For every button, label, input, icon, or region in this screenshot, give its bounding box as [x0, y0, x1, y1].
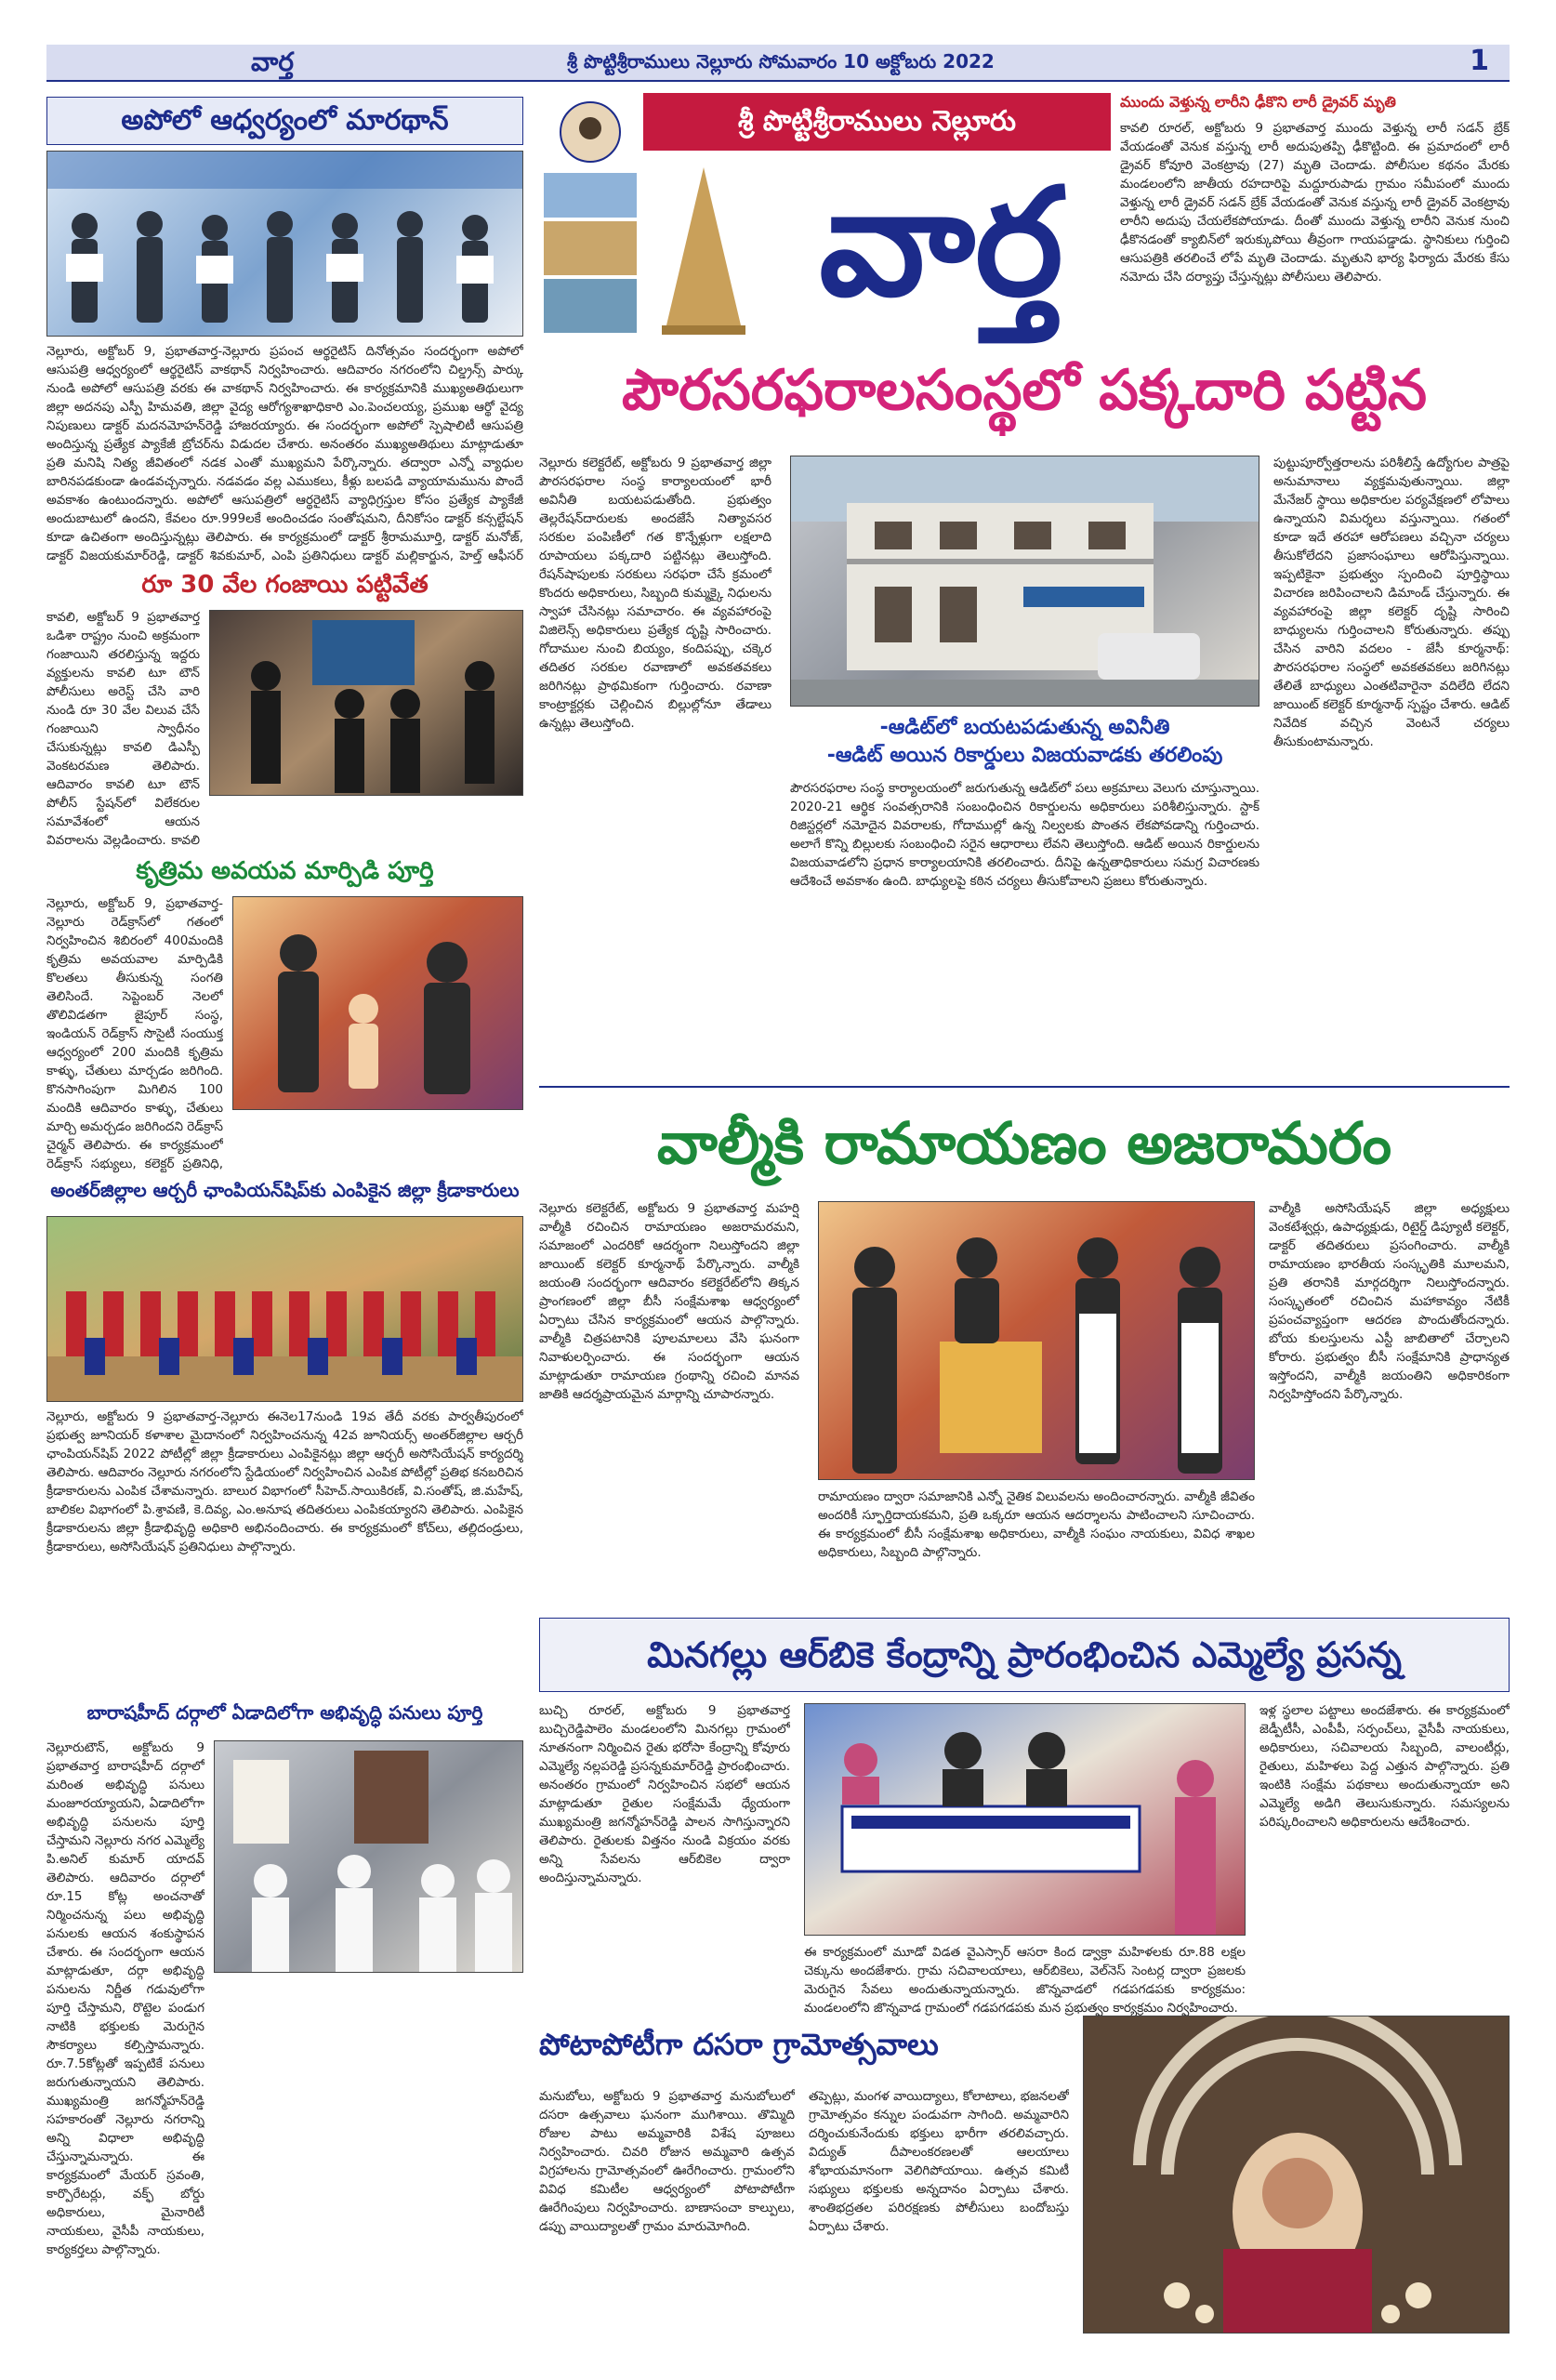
limbs-body: నెల్లూరు, అక్టోబర్ 9, ప్రభాతవార్త-నెల్లూరు రెడ్‌క్రాస్‌లో గతంలో నిర్వహించిన శిబిరంలో 400మందికి కృత్రిమ అవయవాల మార్పిడికి కొలతలు తీసుకున్న సంగతి తెలిసిందే. సెప్టెంబర్ నెలలో తొలివిడతగా జైపూర్ సంస్థ, ఇండియన్ రెడ్‌క్రాస్ సొసైటీ సంయుక్త ఆధ్వర్యంలో 200 మందికి కృత్రిమ కాళ్ళు, చేతులు మార్చడం జరిగింది. కొనసాగింపుగా మిగిలిన 100 మందికి ఆదివారం కాళ్ళు, చేతులు మార్చి అమర్చడం జరిగిందని రెడ్‌క్రాస్ చైర్మన్ తెలిపారు. ఈ కార్యక్రమంలో రెడ్‌క్రాస్ సభ్యులు, కలెక్టర్ ప్రతినిధి,: [46, 896, 223, 1171]
top-bar: [46, 45, 1510, 82]
lead-photo: [790, 456, 1259, 707]
ganja-photo: [209, 610, 523, 796]
marathon-photo: [46, 151, 523, 337]
lorry-body: కావలి రూరల్, అక్టోబరు 9 ప్రభాతవార్త ముందు వెళ్తున్న లారీ సడన్ బ్రేక్ వేయడంతో వెనుక వస్తున్న లారీ అదుపుతప్పి ఢీకొట్టింది. ఈ ప్రమాదంలో లారీ డ్రైవర్ కోవూరి వెంకట్రావు (27) మృతి చెందాడు. పోలీసుల కథనం మేరకు మండలంలోని జాతీయ రహదారిపై మద్దూరుపాడు గ్రామం సమీపంలో ముందు వెళ్తున్న లారీ డ్రైవర్ సడన్ బ్రేక్ వేయడంతో వెనుక వస్తున్న లారీ డ్రైవర్ వెంకట్రావు లారీని అదుపు చేయలేకపోయాడు. దీంతో ముందు వెళ్తున్న లారీని వెనుక నుంచి ఢీకొనడంతో క్యాబిన్‌లో ఇరుక్కుపోయి తీవ్రంగా గాయపడ్డాడు. స్థానికులు గుర్తించి ఆసుపత్రికి తరలించే లోపే మృతి చెందాడు. మృతుని భార్య ఫిర్యాదు మేరకు కేసు నమోదు చేసి దర్యాప్తు చేస్తున్నట్లు పోలీసులు తెలిపారు.: [1120, 121, 1510, 284]
dargah-photo: [214, 1740, 523, 1973]
dasara-headline-box: [539, 2027, 1069, 2082]
marathon-body: నెల్లూరు, అక్టోబర్ 9, ప్రభాతవార్త-నెల్లూరు ప్రపంచ ఆర్థరైటిస్ దినోత్సవం సందర్భంగా అపోలో ఆసుపత్రి ఆధ్వర్యంలో ఆర్థరైటిస్ వాకథాన్ నిర్వహించారు. ఆదివారం నగరంలోని చిల్డ్రన్స్ పార్కు నుండి అపోలో ఆసుపత్రి వరకు ఈ వాకథాన్ నిర్వహించారు. ఈ కార్యక్రమానికి ముఖ్యఅతిథులుగా జిల్లా అదనపు ఎస్పీ హిమవతి, జిల్లా వైద్య ఆరోగ్యశాఖాధికారి ఎం.పెంచలయ్య, ప్రముఖ ఆర్థో వైద్య నిపుణులు డాక్టర్ మదనమోహన్‌రెడ్డి హాజరయ్యారు. ఈ సందర్భంగా అపోలో స్పెషాలిటీ ఆసుపత్రి అందిస్తున్న ప్రత్యేక ప్యాకేజీ బ్రోచర్‌ను విడుదల చేశారు. అనంతరం ముఖ్యఅతిథులు మాట్లాడుతూ ప్రతి మనిషి నిత్య జీవితంలో నడక ఎంతో ముఖ్యమని పేర్కొన్నారు. తద్వారా ఎన్నో వ్యాధుల బారినపడకుండా ఉండవచ్చన్నారు. నడవడం వల్ల ఎముకలు, కీళ్లు బలపడి వ్యాయామమును పొందే అవకాశం ఉంటుందన్నారు. అపోలో ఆసుపత్రిలో ఆర్థరైటిస్ వ్యాధిగ్రస్తుల కోసం ప్రత్యేక ప్యాకేజీ అందుబాటులో ఉందని, కేవలం రూ.999లకే అందించడం సంతోషమని, దీనికోసం డాక్టర్ కన్సల్టేషన్ కూడా ఉచితంగా అందిస్తున్నట్లు తెలిపారు. ఈ కార్యక్రమంలో డాక్టర్ శ్రీరామమూర్తి, డాక్టర్ మనోజ్, డాక్టర్ విజయకుమార్‌రెడ్డి, డాక్టర్ శివకుమార్, ఎంపి ప్రతినిధులు డాక్టర్ మల్లికార్జున, హెల్త్ ఆఫీసర్: [46, 344, 523, 563]
valmiki-headline: వాల్మీకి రామాయణం అజరామరం: [656, 1109, 1392, 1177]
valmiki-col3: వాల్మీకి అసోసియేషన్ జిల్లా అధ్యక్షులు వెంకటేశ్వర్లు, ఉపాధ్యక్షుడు, రిటైర్డ్ డిప్యూటీ కలెక్టర్, డాక్టర్ తదితరులు ప్రసంగించారు. వాల్మీకి రామాయణం భారతీయ సంస్కృతికి మూలమని, ప్రతి తరానికి మార్గదర్శిగా నిలుస్తోందన్నారు. సంస్కృతంలో రచించిన మహాకావ్యం నేటికీ ప్రపంచవ్యాప్తంగా ఆదరణ పొందుతోందన్నారు. బోయ కులస్తులను ఎస్టీ జాబితాలో చేర్చాలని కోరారు. ప్రభుత్వం బీసీ సంక్షేమానికి ప్రాధాన్యత ఇస్తోందని, వాల్మీకి జయంతిని అధికారికంగా నిర్వహిస్తోందని పేర్కొన్నారు.: [1269, 1201, 1510, 1402]
rbk-col3: ఇళ్ల స్థలాల పట్టాలు అందజేశారు. ఈ కార్యక్రమంలో జెడ్పీటీసీ, ఎంపీపీ, సర్పంచ్‌లు, వైసీపీ నాయకులు, అధికారులు, సచివాలయ సిబ్బంది, వాలంటీర్లు, రైతులు, మహిళలు పెద్ద ఎత్తున పాల్గొన్నారు. ప్రతి ఇంటికి సంక్షేమ పథకాలు అందుతున్నాయా అని ఎమ్మెల్యే అడిగి తెలుసుకున్నారు. సమస్యలను పరిష్కరించాలని అధికారులను ఆదేశించారు.: [1259, 1703, 1510, 1830]
marathon-headline-box: [46, 97, 523, 145]
masthead: [539, 93, 1111, 335]
lead-headline: పౌరసరఫరాలసంస్థలో పక్కదారి పట్టిన: [622, 358, 1427, 423]
ganja-headline-box: [46, 571, 523, 604]
limbs-headline-box: [46, 857, 523, 891]
dasara-goddess-photo: [1083, 2016, 1510, 2334]
divider: [539, 1086, 1510, 1088]
limbs-photo: [232, 896, 523, 1110]
valmiki-photo: [818, 1201, 1255, 1480]
rbk-col2: ఈ కార్యక్రమంలో మూడో విడత వైఎస్సార్ ఆసరా కింద డ్వాక్రా మహిళలకు రూ.88 లక్షల చెక్కును అందజేశారు. గ్రామ సచివాలయాలు, ఆర్‌బికెలు, వెల్‌నెస్ సెంటర్ల ద్వారా ప్రజలకు మెరుగైన సేవలు అందుతున్నాయన్నారు. జొన్నవాడలో గడపగడపకు కార్యక్రమం: మండలంలోని జొన్నవాడ గ్రామంలో గడపగడపకు మన ప్రభుత్వం కార్యక్రమం నిర్వహించారు.: [804, 1945, 1246, 2016]
dargah-headline: బారాషహీద్ దర్గాలో ఏడాదిలోగా అభివృద్ధి పనులు పూర్తి: [86, 1701, 483, 1724]
ganja-headline: రూ 30 వేల గంజాయి పట్టివేత: [141, 571, 429, 599]
ganja-body-left: కావలి, అక్టోబర్ 9 ప్రభాతవార్త ఒడిశా రాష్ట్రం నుంచి అక్రమంగా గంజాయిని తరలిస్తున్న ఇద్దరు వ్యక్తులను కావలి టూ టౌన్ పోలీసులు అరెస్ట్ చేసి వారి నుండి రూ 30 వేల విలువ చేసే గంజాయిని స్వాధీనం చేసుకున్నట్లు కావలి డిఎస్పీ వెంకటరమణ తెలిపారు. ఆదివారం కావలి టూ టౌన్ పోలీస్ స్టేషన్‌లో విలేకరుల సమావేశంలో ఆయన వివరాలను వెల్లడించారు. కావలి: [46, 610, 200, 848]
lead-headline-box: [539, 344, 1510, 446]
paper-logo: [771, 149, 1111, 335]
rbk-photo: [804, 1703, 1246, 1936]
district-name: శ్రీ పొట్టిశ్రీరాములు నెల్లూరు: [737, 105, 1017, 138]
page-number: 1: [1470, 45, 1489, 77]
lead-photo-captions: [790, 716, 1259, 772]
dasara-col2: తప్పెట్లు, మంగళ వాయిద్యాలు, కోలాటాలు, భజనలతో గ్రామోత్సవం కన్నుల పండువగా సాగింది. అమ్మవారిని దర్శించుకునేందుకు భక్తులు భారీగా తరలివచ్చారు. విద్యుత్ దీపాలంకరణలతో ఆలయాలు శోభాయమానంగా వెలిగిపోయాయి. ఉత్సవ కమిటీ సభ్యులు భక్తులకు అన్నదానం ఏర్పాటు చేశారు. శాంతిభద్రతల పరిరక్షణకు పోలీసులు బందోబస్తు ఏర్పాటు చేశారు.: [809, 2089, 1069, 2234]
district-banner: [643, 93, 1111, 151]
lead-col1: నెల్లూరు కలెక్టరేట్, అక్టోబరు 9 ప్రభాతవార్త జిల్లా పౌరసరఫరాల సంస్థ కార్యాలయంలో భారీ అవినీతి బయటపడుతోంది. ప్రభుత్వం తెల్లరేషన్‌దారులకు అందజేసే నిత్యావసర సరకుల పంపిణీలో గత కొన్నేళ్లుగా లక్షలాది రూపాయలు పక్కదారి పట్టినట్లు తెలుస్తోంది. రేషన్‌షాపులకు సరకులు సరఫరా చేసే క్రమంలో కొందరు అధికారులు, సిబ్బంది కుమ్మక్కై నిధులను స్వాహా చేసినట్లు సమాచారం. ఈ వ్యవహారంపై విజిలెన్స్ అధికారులు ప్రత్యేక దృష్టి సారించారు. గోదాముల నుంచి బియ్యం, కందిపప్పు, చక్కెర తదితర సరకుల రవాణాలో అవకతవకలు జరిగినట్లు ప్రాథమికంగా గుర్తించారు. రవాణా కాంట్రాక్టర్లకు చెల్లించిన బిల్లుల్లోనూ తేడాలు ఉన్నట్లు తెలుస్తోంది.: [539, 456, 771, 731]
archery-body: నెల్లూరు, అక్టోబరు 9 ప్రభాతవార్త-నెల్లూరు ఈనెల17నుండి 19వ తేదీ వరకు పార్వతీపురంలో ప్రభుత్వ జూనియర్ కళాశాల మైదానంలో నిర్వహించనున్న 42వ జూనియర్స్ అంతర్‌జిల్లాల ఆర్చరీ ఛాంపియన్‌షిప్ 2022 పోటీల్లో జిల్లా క్రీడాకారులు ఎంపికైనట్లు జిల్లా ఆర్చరీ అసోసియేషన్ కార్యదర్శి తెలిపారు. ఆదివారం నెల్లూరు నగరంలోని స్టేడియంలో నిర్వహించిన ఎంపిక పోటీల్లో ప్రతిభ కనబరిచిన క్రీడాకారులను ఎంపిక చేశామన్నారు. బాలుర విభాగంలో సీహెచ్.సాయికిరణ్, వి.సంతోష్, జి.మహేష్, బాలికల విభాగంలో పి.శ్రావణి, కె.దివ్య, ఎం.అనూష తదితరులు ఎంపికయ్యారని తెలిపారు. ఎంపికైన క్రీడాకారులను జిల్లా క్రీడాభివృద్ధి అధికారి అభినందించారు. ఈ కార్యక్రమంలో కోచ్‌లు, తల్లిదండ్రులు, క్రీడాకారులు, అసోసియేషన్ ప్రతినిధులు పాల్గొన్నారు.: [46, 1409, 523, 1554]
left-column: [46, 93, 523, 2334]
lead-col3: పుట్టుపూర్వోత్తరాలను పరిశీలిస్తే ఉద్యోగుల పాత్రపై అనుమానాలు వ్యక్తమవుతున్నాయి. జిల్లా మేనేజర్ స్థాయి అధికారుల పర్యవేక్షణలో లోపాలు ఉన్నాయని విమర్శలు వస్తున్నాయి. గతంలో కూడా ఇదే తరహా ఆరోపణలు వచ్చినా చర్యలు తీసుకోలేదని ప్రజాసంఘాలు ఆరోపిస్తున్నాయి. ఇప్పటికైనా ప్రభుత్వం స్పందించి పూర్తిస్థాయి విచారణ జరిపించాలని డిమాండ్ చేస్తున్నారు. ఈ వ్యవహారంపై జిల్లా కలెక్టర్ దృష్టి సారించి బాధ్యులను గుర్తించాలని కోరుతున్నారు. తప్పు చేసిన వారిని వదలం - జేసీ కూర్మనాథ్: పౌరసరఫరాల సంస్థలో అవకతవకలు జరిగినట్లు తేలితే బాధ్యులు ఎంతటివారైనా వదిలేది లేదని జాయింట్ కలెక్టర్ కూర్మనాథ్ స్పష్టం చేశారు. ఆడిట్ నివేదిక వచ్చిన వెంటనే చర్యలు తీసుకుంటామన్నారు.: [1273, 456, 1510, 749]
lead-caption-2: -ఆడిట్ అయిన రికార్డులు విజయవాడకు తరలింపు: [826, 744, 1223, 767]
archery-headline-box: [46, 1179, 523, 1212]
rbk-col1: బుచ్చి రూరల్, అక్టోబరు 9 ప్రభాతవార్త బుచ్చిరెడ్డిపాలెం మండలంలోని మినగల్లు గ్రామంలో నూతనంగా నిర్మించిన రైతు భరోసా కేంద్రాన్ని కోవూరు ఎమ్మెల్యే నల్లపరెడ్డి ప్రసన్నకుమార్‌రెడ్డి ప్రారంభించారు. అనంతరం గ్రామంలో నిర్వహించిన సభలో ఆయన మాట్లాడుతూ రైతుల సంక్షేమమే ధ్యేయంగా ముఖ్యమంత్రి జగన్మోహన్‌రెడ్డి పాలన సాగిస్తున్నారని తెలిపారు. రైతులకు విత్తనం నుండి విక్రయం వరకు అన్ని సేవలను ఆర్‌బికెల ద్వారా అందిస్తున్నామన్నారు.: [539, 1703, 790, 1885]
dateline: శ్రీ పొట్టిశ్రీరాములు నెల్లూరు సోమవారం 10 అక్టోబరు 2022: [567, 50, 995, 73]
dasara-headline: పోటాపోటీగా దసరా గ్రామోత్సవాలు: [539, 2027, 939, 2062]
temple-image: [643, 158, 764, 335]
archery-team-photo: [46, 1216, 523, 1402]
valmiki-col1: నెల్లూరు కలెక్టరేట్, అక్టోబరు 9 ప్రభాతవార్త మహర్షి వాల్మీకి రచించిన రామాయణం అజరామరమని, సమాజంలో ఎందరికో ఆదర్శంగా నిలుస్తోందని జిల్లా జాయింట్ కలెక్టర్ కూర్మనాథ్ పేర్కొన్నారు. వాల్మీకి జయంతి సందర్భంగా ఆదివారం కలెక్టరేట్‌లోని తిక్కన ప్రాంగణంలో జిల్లా బీసీ సంక్షేమశాఖ ఆధ్వర్యంలో ఏర్పాటు చేసిన కార్యక్రమంలో ఆయన పాల్గొన్నారు. వాల్మీకి చిత్రపటానికి పూలమాలలు వేసి ఘనంగా నివాళులర్పించారు. ఈ సందర్భంగా ఆయన మాట్లాడుతూ రామాయణ గ్రంథాన్ని రచించి మానవ జాతికి ఆదర్శప్రాయమైన మార్గాన్ని చూపారన్నారు.: [539, 1201, 799, 1402]
lorry-story: [1120, 93, 1510, 325]
masthead-photos: [539, 93, 641, 335]
limbs-headline: కృత్రిమ అవయవ మార్పిడి పూర్తి: [136, 857, 434, 885]
rbk-headline-box: [539, 1618, 1510, 1692]
dasara-col1: మనుబోలు, అక్టోబరు 9 ప్రభాతవార్త మనుబోలులో దసరా ఉత్సవాలు ఘనంగా ముగిశాయి. తొమ్మిది రోజుల పాటు అమ్మవారికి విశేష పూజలు నిర్వహించారు. చివరి రోజున అమ్మవారి ఉత్సవ విగ్రహాలను గ్రామోత్సవంలో ఊరేగించారు. గ్రామంలోని వివిధ కమిటీల ఆధ్వర్యంలో పోటాపోటీగా ఊరేగింపులు నిర్వహించారు. బాణాసంచా కాల్పులు, డప్పు వాయిద్యాలతో గ్రామం మారుమోగింది.: [539, 2089, 795, 2234]
paper-name: వార్త: [819, 154, 1063, 329]
ganja-body-right: [209, 800, 523, 850]
valmiki-col2: రామాయణం ద్వారా సమాజానికి ఎన్నో నైతిక విలువలను అందించారన్నారు. వాల్మీకి జీవితం అందరికీ స్ఫూర్తిదాయకమని, ప్రతి ఒక్కరూ ఆయన ఆదర్శాలను పాటించాలని సూచించారు. ఈ కార్యక్రమంలో బీసీ సంక్షేమశాఖ అధికారులు, వాల్మీకి సంఘం నాయకులు, వివిధ శాఖల అధికారులు, సిబ్బంది పాల్గొన్నారు.: [818, 1489, 1255, 1560]
rbk-headline: మినగల్లు ఆర్‌బికె కేంద్రాన్ని ప్రారంభించిన ఎమ్మెల్యే ప్రసన్న: [647, 1634, 1402, 1675]
small-logo: వార్త: [251, 46, 294, 77]
marathon-headline: అపోలో ఆధ్వర్యంలో మారథాన్: [121, 104, 449, 137]
lead-col2: పౌరసరఫరాల సంస్థ కార్యాలయంలో జరుగుతున్న ఆడిట్‌లో పలు అక్రమాలు వెలుగు చూస్తున్నాయి. 2020-21 ఆర్థిక సంవత్సరానికి సంబంధించిన రికార్డులను అధికారులు పరిశీలిస్తున్నారు. స్టాక్ రిజిస్టర్లలో నమోదైన వివరాలకు, గోదాముల్లో ఉన్న నిల్వలకు పొంతన లేకపోవడాన్ని గుర్తించారు. అలాగే కొన్ని బిల్లులకు సంబంధించి సరైన ఆధారాలు లేవని తెలుస్తోంది. ఆడిట్ అయిన రికార్డులను విజయవాడలోని ప్రధాన కార్యాలయానికి తరలించారు. దీనిపై ఉన్నతాధికారులు సమగ్ర విచారణకు ఆదేశించే అవకాశం ఉంది. బాధ్యులపై కఠిన చర్యలు తీసుకోవాలని ప్రజలు కోరుతున్నారు.: [790, 781, 1259, 889]
valmiki-headline-box: [539, 1097, 1510, 1190]
dargah-headline-box: [46, 1701, 523, 1735]
archery-headline: అంతర్‌జిల్లాల ఆర్చరీ ఛాంపియన్‌షిప్‌కు ఎంపికైన జిల్లా క్రీడాకారులు: [50, 1179, 520, 1201]
lorry-headline: ముందు వెళ్తున్న లారీని ఢీకొని లారీ డ్రైవర్ మృతి: [1120, 93, 1396, 111]
dargah-body: నెల్లూరుటౌన్, అక్టోబరు 9 ప్రభాతవార్త బారాషహీద్ దర్గాలో మరింత అభివృద్ధి పనులు మంజూరయ్యాయని, ఏడాదిలోగా అభివృద్ధి పనులను పూర్తి చేస్తామని నెల్లూరు నగర ఎమ్మెల్యే పి.అనిల్ కుమార్ యాదవ్ తెలిపారు. ఆదివారం దర్గాలో రూ.15 కోట్ల అంచనాతో నిర్మించనున్న పలు అభివృద్ధి పనులకు ఆయన శంకుస్థాపన చేశారు. ఈ సందర్భంగా ఆయన మాట్లాడుతూ, దర్గా అభివృద్ధి పనులను నిర్ణీత గడువులోగా పూర్తి చేస్తామని, రొట్టెల పండుగ నాటికి భక్తులకు మెరుగైన సౌకర్యాలు కల్పిస్తామన్నారు. రూ.7.5కోట్లతో ఇప్పటికే పనులు జరుగుతున్నాయని తెలిపారు. ముఖ్యమంత్రి జగన్మోహన్‌రెడ్డి సహకారంతో నెల్లూరు నగరాన్ని అన్ని విధాలా అభివృద్ధి చేస్తున్నామన్నారు. ఈ కార్యక్రమంలో మేయర్ స్రవంతి, కార్పొరేటర్లు, వక్ఫ్ బోర్డు అధికారులు, మైనారిటీ నాయకులు, వైసీపీ నాయకులు, కార్యకర్తలు పాల్గొన్నారు.: [46, 1740, 204, 2257]
lead-caption-1: -ఆడిట్‌లో బయటపడుతున్న అవినీతి: [879, 716, 1170, 739]
marathon-photo-scene: [47, 152, 523, 337]
